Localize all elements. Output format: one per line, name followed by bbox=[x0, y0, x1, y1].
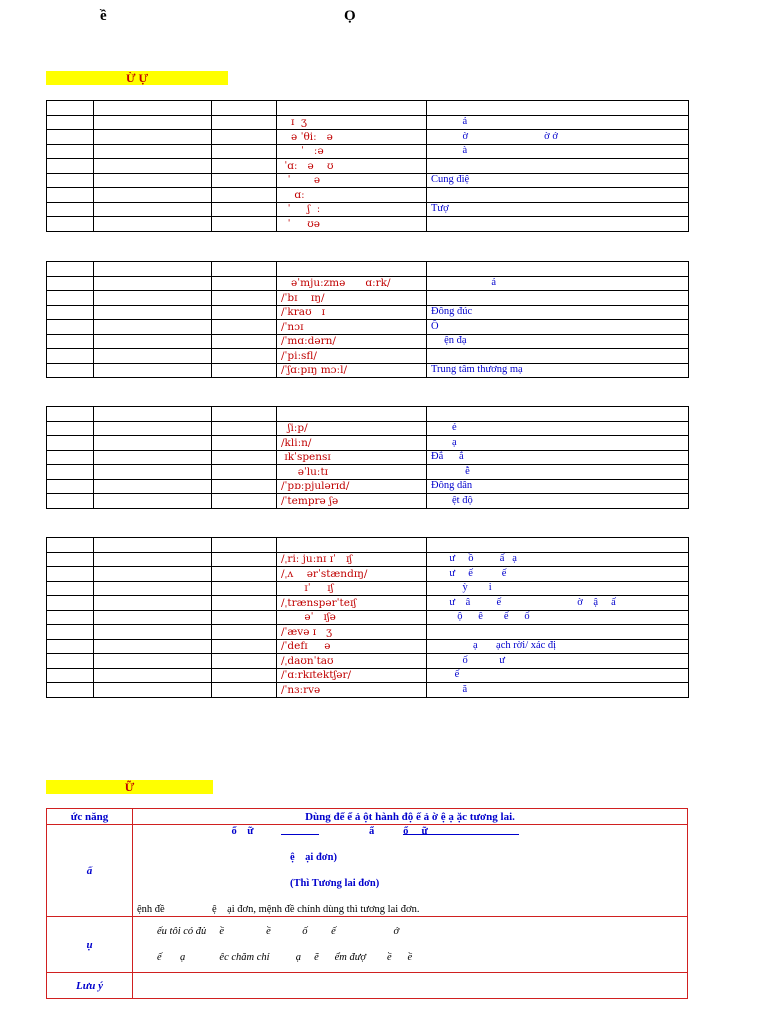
vocab-type-cell bbox=[212, 130, 277, 145]
vocab-type-cell bbox=[212, 407, 277, 422]
vocab-word-cell bbox=[94, 610, 212, 625]
vocab-row bbox=[47, 625, 689, 640]
vocab-row bbox=[47, 115, 689, 130]
vocab-type-cell bbox=[212, 159, 277, 174]
vocab-row bbox=[47, 567, 689, 582]
vocab-row bbox=[47, 436, 689, 451]
vocab-no-cell bbox=[47, 668, 94, 683]
vocab-type-cell bbox=[212, 639, 277, 654]
vocab-row bbox=[47, 320, 689, 335]
grammar-header-row bbox=[47, 809, 688, 825]
vocab-type-cell bbox=[212, 581, 277, 596]
vocab-word-cell bbox=[94, 596, 212, 611]
vocab-table-1 bbox=[46, 100, 689, 232]
vocab-ipa-cell: əˈluːtɪ bbox=[277, 465, 427, 480]
note-text bbox=[133, 973, 688, 999]
vocab-type-cell bbox=[212, 450, 277, 465]
vocab-no-cell bbox=[47, 407, 94, 422]
vocab-type-cell bbox=[212, 625, 277, 640]
vocab-word-cell bbox=[94, 654, 212, 669]
vocab-meaning-cell: ả bbox=[427, 276, 689, 291]
vocab-meaning-cell: ư ế ế bbox=[427, 567, 689, 582]
vocab-meaning-cell: ả bbox=[427, 115, 689, 130]
vocab-no-cell bbox=[47, 262, 94, 277]
vocab-row bbox=[47, 494, 689, 509]
vocab-meaning-cell: Đông đúc bbox=[427, 305, 689, 320]
vocab-ipa-cell: ʃiːp/ bbox=[277, 421, 427, 436]
vocab-type-cell bbox=[212, 334, 277, 349]
vocab-word-cell bbox=[94, 581, 212, 596]
vocab-ipa-cell: /ˈʃɑːpɪŋ mɔːl/ bbox=[277, 363, 427, 378]
vocab-meaning-cell: ộ ê ế ố bbox=[427, 610, 689, 625]
vocab-word-cell bbox=[94, 436, 212, 451]
vocab-no-cell bbox=[47, 276, 94, 291]
vocab-no-cell bbox=[47, 494, 94, 509]
vocab-meaning-cell: ẻ bbox=[427, 421, 689, 436]
vocab-no-cell bbox=[47, 450, 94, 465]
vocab-no-cell bbox=[47, 479, 94, 494]
vocab-type-cell bbox=[212, 188, 277, 203]
vocab-meaning-cell bbox=[427, 407, 689, 422]
vocab-word-cell bbox=[94, 625, 212, 640]
vocab-table-3 bbox=[46, 406, 689, 509]
vocab-ipa-cell: ˈ ːə bbox=[277, 144, 427, 159]
vocab-no-cell bbox=[47, 639, 94, 654]
vocab-no-cell bbox=[47, 202, 94, 217]
vocab-meaning-cell: à bbox=[427, 144, 689, 159]
vocab-ipa-cell: ɪkˈspensɪ bbox=[277, 450, 427, 465]
vocab-row bbox=[47, 334, 689, 349]
vocab-meaning-cell: Đắ ắ bbox=[427, 450, 689, 465]
vocab-word-cell bbox=[94, 363, 212, 378]
vocab-no-cell bbox=[47, 363, 94, 378]
structure-note: ệnh đề ệ ại đơn, mệnh đề chính dùng thì tương lai đơn. bbox=[137, 904, 420, 915]
vocab-word-cell bbox=[94, 450, 212, 465]
vocab-meaning-cell: ạ ạch rời/ xác đị bbox=[427, 639, 689, 654]
vocab-word-cell bbox=[94, 552, 212, 567]
grammar-section-label: Ữ bbox=[46, 780, 213, 794]
note-label: Lưu ý bbox=[47, 973, 133, 999]
vocab-meaning-cell: ạ bbox=[427, 436, 689, 451]
vocab-meaning-cell bbox=[427, 291, 689, 306]
vocab-row bbox=[47, 130, 689, 145]
vocab-word-cell bbox=[94, 334, 212, 349]
vocab-row bbox=[47, 450, 689, 465]
vocab-word-cell bbox=[94, 465, 212, 480]
vocab-type-cell bbox=[212, 610, 277, 625]
vocab-word-cell bbox=[94, 407, 212, 422]
vocab-no-cell bbox=[47, 654, 94, 669]
vocab-type-cell bbox=[212, 436, 277, 451]
vocab-ipa-cell: /ˈmɑːdərn/ bbox=[277, 334, 427, 349]
vocab-ipa-cell: /ˈkraʊ ɪ bbox=[277, 305, 427, 320]
vocab-no-cell bbox=[47, 291, 94, 306]
vocab-word-cell bbox=[94, 101, 212, 116]
vocab-no-cell bbox=[47, 144, 94, 159]
vocab-meaning-cell: Cung điệ bbox=[427, 173, 689, 188]
vocab-ipa-cell: ˈ ʊə bbox=[277, 217, 427, 232]
vocab-row bbox=[47, 173, 689, 188]
vocab-row bbox=[47, 144, 689, 159]
vocab-row bbox=[47, 159, 689, 174]
vocab-word-cell bbox=[94, 159, 212, 174]
vocab-word-cell bbox=[94, 668, 212, 683]
vocab-type-cell bbox=[212, 349, 277, 364]
vocab-meaning-cell bbox=[427, 262, 689, 277]
vocab-word-cell bbox=[94, 639, 212, 654]
vocab-row bbox=[47, 465, 689, 480]
vocab-meaning-cell: ố ư bbox=[427, 654, 689, 669]
vocab-word-cell bbox=[94, 683, 212, 698]
vocab-meaning-cell: ễ bbox=[427, 465, 689, 480]
vocab-type-cell bbox=[212, 596, 277, 611]
vocab-row bbox=[47, 639, 689, 654]
vocab-type-cell bbox=[212, 552, 277, 567]
vocab-meaning-cell: ư â ế ờ ậ ấ bbox=[427, 596, 689, 611]
vocab-row bbox=[47, 217, 689, 232]
vocab-meaning-cell bbox=[427, 188, 689, 203]
vocab-no-cell bbox=[47, 320, 94, 335]
vocab-type-cell bbox=[212, 494, 277, 509]
vocab-type-cell bbox=[212, 654, 277, 669]
vocab-type-cell bbox=[212, 144, 277, 159]
vocab-row bbox=[47, 610, 689, 625]
title-fragment-2: Ọ bbox=[344, 8, 356, 24]
vocab-type-cell bbox=[212, 217, 277, 232]
vocab-ipa-cell: /ˈpɒːpjulərɪd/ bbox=[277, 479, 427, 494]
vocab-row bbox=[47, 291, 689, 306]
vocab-type-cell bbox=[212, 421, 277, 436]
vocab-no-cell bbox=[47, 305, 94, 320]
vocab-type-cell bbox=[212, 538, 277, 553]
vocab-no-cell bbox=[47, 552, 94, 567]
vocab-ipa-cell: ˈ ʃ ː bbox=[277, 202, 427, 217]
vocab-ipa-cell: ˈɑː ə ʊ bbox=[277, 159, 427, 174]
structure-underline-2 bbox=[403, 834, 519, 835]
vocab-meaning-cell bbox=[427, 349, 689, 364]
vocab-row bbox=[47, 596, 689, 611]
vocab-no-cell bbox=[47, 581, 94, 596]
structure-label: ấ bbox=[47, 825, 133, 917]
vocab-ipa-cell: /kliːn/ bbox=[277, 436, 427, 451]
vocab-word-cell bbox=[94, 494, 212, 509]
vocab-row bbox=[47, 668, 689, 683]
example-label: ụ bbox=[47, 917, 133, 973]
vocab-row bbox=[47, 363, 689, 378]
vocab-meaning-cell: ư ồ ấ ạ bbox=[427, 552, 689, 567]
vocab-no-cell bbox=[47, 334, 94, 349]
vocab-ipa-cell: /ˈnɜːrvə bbox=[277, 683, 427, 698]
example-line-2: ế ạ êc chăm chỉ ạ ẽ ểm đượ ề ề bbox=[157, 951, 413, 963]
vocab-ipa-cell: /ˈpiːsfl/ bbox=[277, 349, 427, 364]
vocab-row bbox=[47, 349, 689, 364]
vocab-word-cell bbox=[94, 173, 212, 188]
vocab-meaning-cell bbox=[427, 625, 689, 640]
vocab-type-cell bbox=[212, 262, 277, 277]
vocab-ipa-cell: ə ˈθiː ə bbox=[277, 130, 427, 145]
structure-clause-2: (Thì Tương lai đơn) bbox=[290, 878, 380, 889]
vocab-ipa-cell bbox=[277, 538, 427, 553]
vocab-type-cell bbox=[212, 202, 277, 217]
vocab-meaning-cell: Đông dân bbox=[427, 479, 689, 494]
vocab-row bbox=[47, 683, 689, 698]
vocab-ipa-cell: ɑː bbox=[277, 188, 427, 203]
vocab-meaning-cell: Ồ bbox=[427, 320, 689, 335]
vocab-type-cell bbox=[212, 291, 277, 306]
vocab-meaning-cell: ện đạ bbox=[427, 334, 689, 349]
example-line-1: ếu tôi có đủ ề ề ố ế ớ bbox=[157, 925, 400, 937]
vocab-no-cell bbox=[47, 436, 94, 451]
vocab-no-cell bbox=[47, 610, 94, 625]
vocab-ipa-cell: /ˈtemprə ʃə bbox=[277, 494, 427, 509]
vocab-ipa-cell: ˈ ə bbox=[277, 173, 427, 188]
vocab-type-cell bbox=[212, 101, 277, 116]
function-label: ức năng bbox=[47, 809, 133, 825]
vocab-row bbox=[47, 305, 689, 320]
vocab-word-cell bbox=[94, 320, 212, 335]
vocab-meaning-cell bbox=[427, 217, 689, 232]
note-row bbox=[47, 973, 688, 999]
vocab-type-cell bbox=[212, 683, 277, 698]
vocab-ipa-cell bbox=[277, 262, 427, 277]
vocab-no-cell bbox=[47, 465, 94, 480]
grammar-table bbox=[46, 808, 688, 999]
vocab-row bbox=[47, 654, 689, 669]
vocab-type-cell bbox=[212, 115, 277, 130]
vocab-no-cell bbox=[47, 188, 94, 203]
vocab-no-cell bbox=[47, 596, 94, 611]
function-text: Dùng để ể ả ột hành độ ế ả ờ ệ ạ ặc tương lai. bbox=[133, 809, 688, 825]
vocab-no-cell bbox=[47, 683, 94, 698]
vocab-no-cell bbox=[47, 421, 94, 436]
vocab-no-cell bbox=[47, 130, 94, 145]
vocab-ipa-cell: ɪˈ ɪʃ bbox=[277, 581, 427, 596]
vocab-word-cell bbox=[94, 202, 212, 217]
vocab-word-cell bbox=[94, 130, 212, 145]
vocab-no-cell bbox=[47, 115, 94, 130]
vocab-meaning-cell bbox=[427, 538, 689, 553]
vocab-no-cell bbox=[47, 101, 94, 116]
vocab-row bbox=[47, 421, 689, 436]
vocab-word-cell bbox=[94, 188, 212, 203]
vocab-word-cell bbox=[94, 276, 212, 291]
vocab-ipa-cell: əˈmjuːzmə ɑːrk/ bbox=[277, 276, 427, 291]
structure-clause-1: ệ ại đơn) bbox=[290, 852, 337, 863]
vocab-type-cell bbox=[212, 276, 277, 291]
vocab-ipa-cell: /ˈnɔɪ bbox=[277, 320, 427, 335]
vocab-meaning-cell bbox=[427, 101, 689, 116]
vocab-meaning-cell: ờ ờ ớ bbox=[427, 130, 689, 145]
vocab-no-cell bbox=[47, 217, 94, 232]
structure-line-1: ổ ữ ẩ ổ ữ bbox=[137, 826, 428, 837]
vocab-word-cell bbox=[94, 217, 212, 232]
vocab-ipa-cell: ɪ ʒ bbox=[277, 115, 427, 130]
vocab-word-cell bbox=[94, 479, 212, 494]
vocab-type-cell bbox=[212, 305, 277, 320]
vocab-row bbox=[47, 538, 689, 553]
vocab-ipa-cell: /ˈɑːrkɪtektʃər/ bbox=[277, 668, 427, 683]
vocab-word-cell bbox=[94, 421, 212, 436]
vocab-word-cell bbox=[94, 538, 212, 553]
vocab-meaning-cell bbox=[427, 159, 689, 174]
example-row bbox=[47, 917, 688, 973]
vocab-ipa-cell bbox=[277, 101, 427, 116]
vocab-no-cell bbox=[47, 567, 94, 582]
vocab-type-cell bbox=[212, 363, 277, 378]
vocab-row bbox=[47, 581, 689, 596]
vocab-ipa-cell: /ˌriː juːnɪ ɪˈ ɪʃ bbox=[277, 552, 427, 567]
vocab-row bbox=[47, 276, 689, 291]
title-fragment-1: ề bbox=[100, 8, 107, 24]
vocab-row bbox=[47, 202, 689, 217]
vocab-word-cell bbox=[94, 305, 212, 320]
vocabulary-section-label: Ừ Ự bbox=[46, 71, 228, 85]
structure-row bbox=[47, 825, 688, 917]
vocab-type-cell bbox=[212, 479, 277, 494]
vocab-type-cell bbox=[212, 465, 277, 480]
vocab-row bbox=[47, 188, 689, 203]
vocab-word-cell bbox=[94, 144, 212, 159]
vocab-ipa-cell bbox=[277, 407, 427, 422]
vocab-table-2 bbox=[46, 261, 689, 378]
vocab-no-cell bbox=[47, 625, 94, 640]
vocab-ipa-cell: /ˈævə ɪ ʒ bbox=[277, 625, 427, 640]
vocab-no-cell bbox=[47, 349, 94, 364]
vocab-type-cell bbox=[212, 567, 277, 582]
vocab-type-cell bbox=[212, 173, 277, 188]
vocab-table-4 bbox=[46, 537, 689, 698]
vocab-row bbox=[47, 101, 689, 116]
vocab-meaning-cell: Trung tâm thương mạ bbox=[427, 363, 689, 378]
vocab-meaning-cell: ế bbox=[427, 668, 689, 683]
vocab-row bbox=[47, 407, 689, 422]
vocab-meaning-cell: ỳ i bbox=[427, 581, 689, 596]
vocab-row bbox=[47, 552, 689, 567]
vocab-ipa-cell: /ˌʌ ərˈstændɪŋ/ bbox=[277, 567, 427, 582]
vocab-ipa-cell: /ˌdaʊnˈtaʊ bbox=[277, 654, 427, 669]
vocab-meaning-cell: Tượ bbox=[427, 202, 689, 217]
vocab-ipa-cell: əˈ ɪʃə bbox=[277, 610, 427, 625]
vocab-row bbox=[47, 262, 689, 277]
vocab-word-cell bbox=[94, 262, 212, 277]
vocab-row bbox=[47, 479, 689, 494]
vocab-no-cell bbox=[47, 159, 94, 174]
vocab-word-cell bbox=[94, 567, 212, 582]
vocab-meaning-cell: ă bbox=[427, 683, 689, 698]
vocab-no-cell bbox=[47, 538, 94, 553]
vocab-no-cell bbox=[47, 173, 94, 188]
vocab-ipa-cell: /ˈbɪ ɪŋ/ bbox=[277, 291, 427, 306]
vocab-type-cell bbox=[212, 668, 277, 683]
vocab-word-cell bbox=[94, 115, 212, 130]
vocab-meaning-cell: ệt độ bbox=[427, 494, 689, 509]
vocab-word-cell bbox=[94, 349, 212, 364]
structure-underline-1 bbox=[281, 834, 319, 835]
vocab-type-cell bbox=[212, 320, 277, 335]
vocab-ipa-cell: /ˈdefɪ ə bbox=[277, 639, 427, 654]
vocab-word-cell bbox=[94, 291, 212, 306]
vocab-ipa-cell: /ˌtrænspərˈteɪʃ bbox=[277, 596, 427, 611]
